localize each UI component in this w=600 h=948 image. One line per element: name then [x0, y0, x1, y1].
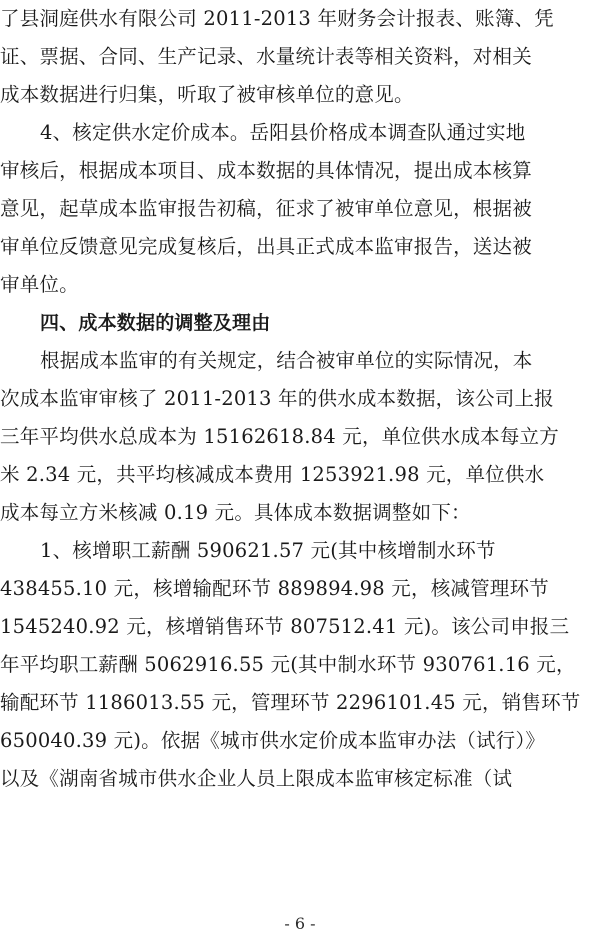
text-line-11: 次成本监审审核了 2011-2013 年的供水成本数据，该公司上报 — [0, 387, 554, 410]
text-line-2: 证、票据、合同、生产记录、水量统计表等相关资料，对相关 — [0, 45, 532, 68]
page-number: - 6 - — [284, 914, 316, 933]
text-line-19: 输配环节 1186013.55 元，管理环节 2296101.45 元，销售环节 — [0, 691, 581, 714]
text-line-13: 米 2.34 元，共平均核减成本费用 1253921.98 元，单位供水 — [0, 463, 545, 486]
text-line-16: 438455.10 元，核增输配环节 889894.98 元，核减管理环节 — [0, 577, 549, 600]
text-line-10: 根据成本监审的有关规定，结合被审单位的实际情况，本 — [40, 349, 533, 372]
text-line-21: 以及《湖南省城市供水企业人员上限成本监审核定标准（试 — [0, 767, 513, 790]
text-line-15: 1、核增职工薪酬 590621.57 元(其中核增制水环节 — [40, 539, 496, 562]
text-line-3: 成本数据进行归集，听取了被审核单位的意见。 — [0, 83, 414, 106]
text-line-20: 650040.39 元)。依据《城市供水定价成本监审办法（试行）》 — [0, 729, 546, 752]
text-line-8: 审单位。 — [0, 273, 79, 296]
section-heading: 四、成本数据的调整及理由 — [40, 312, 271, 334]
text-line-5: 审核后，根据成本项目、成本数据的具体情况，提出成本核算 — [0, 159, 532, 182]
text-line-1: 了县洞庭供水有限公司 2011-2013 年财务会计报表、账簿、凭 — [0, 7, 554, 30]
text-line-18: 年平均职工薪酬 5062916.55 元(其中制水环节 930761.16 元， — [0, 653, 576, 676]
text-line-6: 意见，起草成本监审报告初稿，征求了被审单位意见，根据被 — [0, 197, 532, 220]
text-line-7: 审单位反馈意见完成复核后，出具正式成本监审报告，送达被 — [0, 235, 532, 258]
text-line-14: 成本每立方米核减 0.19 元。具体成本数据调整如下： — [0, 501, 471, 524]
text-line-4: 4、核定供水定价成本。岳阳县价格成本调查队通过实地 — [40, 121, 526, 144]
text-line-12: 三年平均供水总成本为 15162618.84 元，单位供水成本每立方 — [0, 425, 559, 448]
text-line-17: 1545240.92 元，核增销售环节 807512.41 元)。该公司申报三 — [0, 615, 570, 638]
